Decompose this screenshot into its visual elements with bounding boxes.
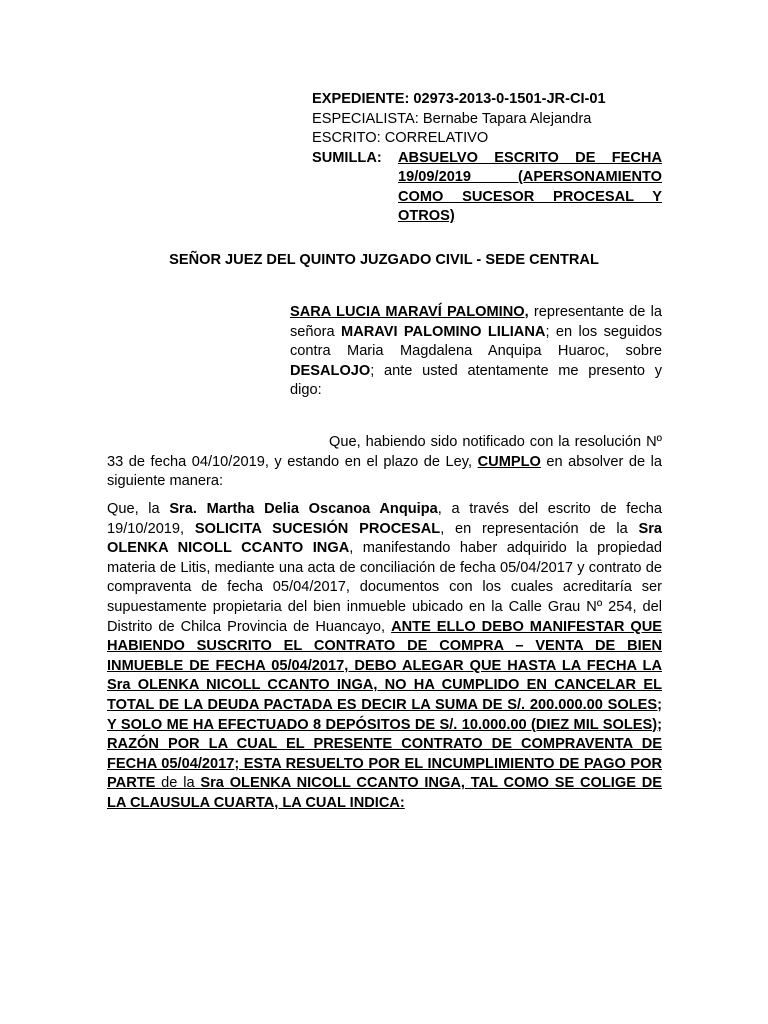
escrito-label: ESCRITO: — [312, 130, 381, 146]
especialista-line — [312, 110, 662, 130]
para2-text-2: , a través del escrito de fecha 19/10/2019, — [107, 501, 663, 537]
intro-paragraph — [290, 303, 662, 401]
para2-text-3: , en representación de la — [440, 520, 639, 537]
para2-bold-1: Sra. Martha Delia Oscanoa Anquipa — [169, 501, 438, 517]
represented-name: MARAVI PALOMINO LILIANA — [341, 323, 546, 340]
petitioner-name: SARA LUCIA MARAVÍ PALOMINO, — [290, 304, 529, 320]
para2-bold-3: Sra OLENKA NICOLL CCANTO INGA — [107, 520, 662, 557]
para1-text-2: en absolver de la siguiente manera: — [107, 453, 662, 489]
para2-text-1: Que, la — [107, 501, 170, 517]
cumplo-word: CUMPLO — [477, 453, 541, 470]
body-paragraph-1 — [107, 433, 662, 492]
intro-text-1: representante de la señora — [290, 304, 663, 340]
para2-bold-underline-1: ANTE ELLO DEBO MANIFESTAR QUE HABIENDO SUSCRITO EL CONTRATO DE COMPRA – VENTA DE BIEN INMUEBLE DE FECHA 05/04/2017, DEBO ALEGAR QUE HASTA LA FECHA LA Sra OLENKA NICOLL CCANTO INGA, NO HA CUMPLIDO EN CANCELAR EL TOTAL DE LA DEUDA PACTADA ES DECIR LA SUMA DE S/. 200.000.00 SOLES; Y SOLO ME HA EFECTUADO 8 DEPÓSITOS DE S/. 10.000.00 (DIEZ MIL SOLES); RAZÓN POR LA CUAL EL PRESENTE CONTRATO DE COMPRAVENTA DE FECHA 05/04/2017; ESTA RESUELTO POR EL INCUMPLIMIENTO DE PAGO POR PARTE — [107, 618, 662, 792]
sumilla-label: SUMILLA: — [312, 149, 382, 166]
para2-text-4: , manifestando haber adquirido la propiedad materia de Litis, mediante una acta de conciliación de fecha 05/04/2017 y contrato de compraventa de fecha 05/04/2017, documentos con los cuales acreditaría ser supuestamente propietaria del bien inmueble ubicado en la Calle Grau Nº 254, del Distrito de Chilca Provincia de Huancayo, — [107, 540, 662, 635]
intro-text-2: ; en los seguidos contra Maria Magdalena Anquipa Huaroc, sobre — [290, 323, 663, 359]
expediente-label: EXPEDIENTE: — [312, 91, 410, 107]
addressee-heading: SEÑOR JUEZ DEL QUINTO JUZGADO CIVIL - SEDE CENTRAL — [169, 252, 599, 268]
body-paragraph-2 — [107, 500, 662, 814]
escrito-line — [312, 129, 662, 149]
para2-bold-underline-2: Sra OLENKA NICOLL CCANTO INGA, TAL COMO SE COLIGE DE LA CLAUSULA CUARTA, LA CUAL INDICA: — [107, 775, 662, 811]
expediente-value: 02973-2013-0-1501-JR-CI-01 — [413, 91, 606, 107]
especialista-value: Bernabe Tapara Alejandra — [422, 110, 592, 127]
escrito-value: CORRELATIVO — [384, 130, 489, 146]
intro-text-3: ; ante usted atentamente me presento y digo: — [290, 362, 662, 398]
para1-text-1: Que, habiendo sido notificado con la resolución Nº 33 de fecha 04/10/2019, y estando en el plazo de Ley, — [107, 434, 662, 470]
sumilla-value: ABSUELVO ESCRITO DE FECHA 19/09/2019 (APERSONAMIENTO COMO SUCESOR PROCESAL Y OTROS) — [398, 149, 662, 224]
case-matter: DESALOJO — [290, 362, 371, 379]
especialista-label: ESPECIALISTA: — [312, 110, 419, 127]
case-header — [312, 90, 662, 227]
para2-underline-1: de la — [155, 775, 201, 792]
sumilla-line — [312, 149, 662, 227]
expediente-line — [312, 90, 662, 110]
para2-bold-2: SOLICITA SUCESIÓN PROCESAL — [194, 520, 441, 537]
